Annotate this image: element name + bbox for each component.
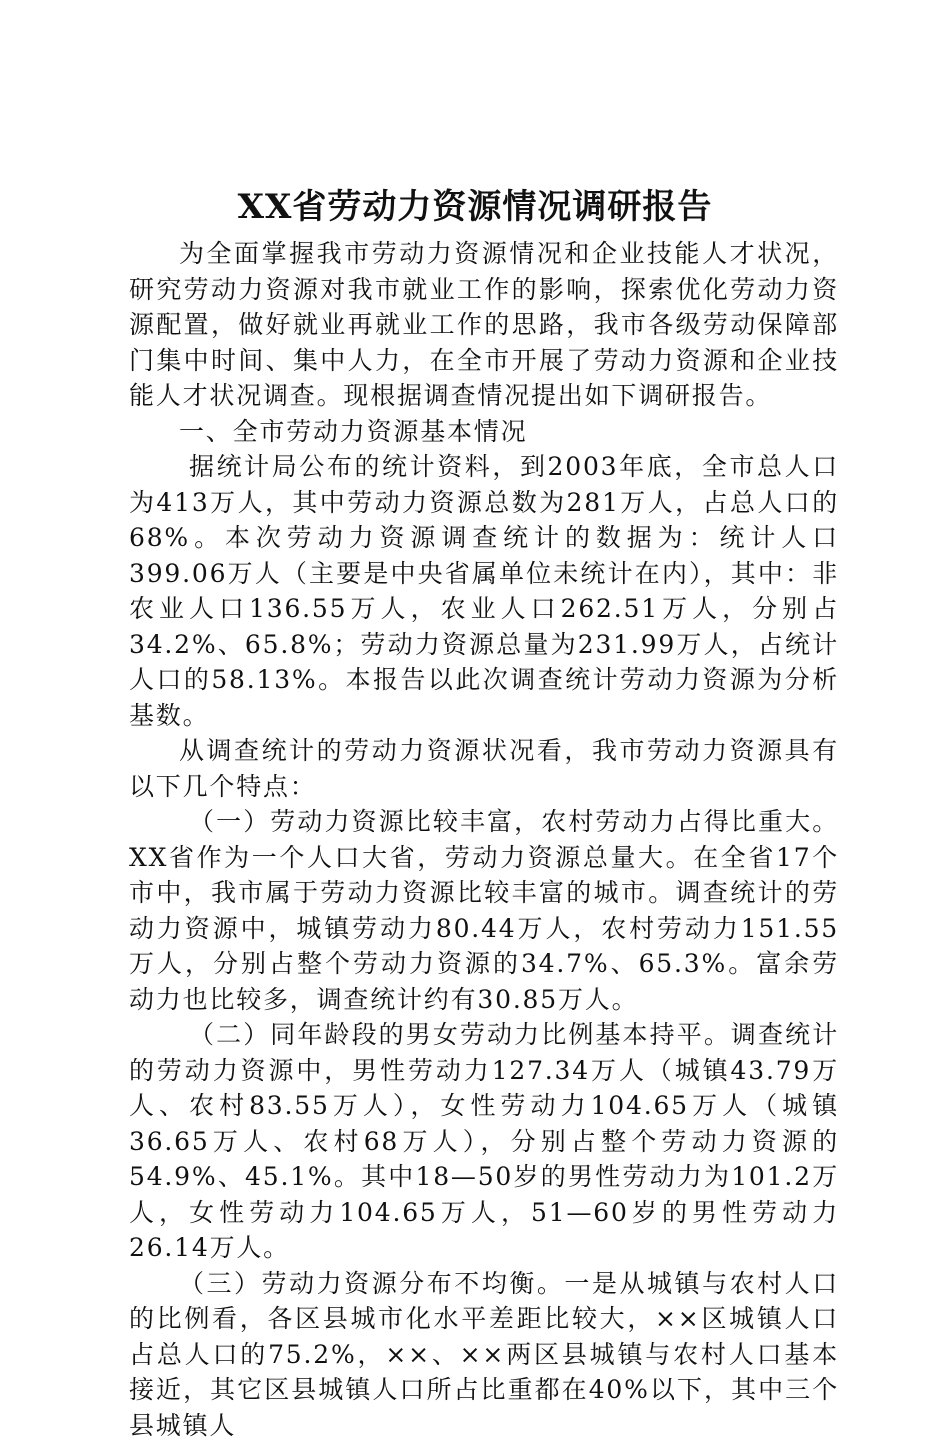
- feature-one-paragraph: （一）劳动力资源比较丰富，农村劳动力占得比重大。XX省作为一个人口大省，劳动力资源总量大。在全省17个市中，我市属于劳动力资源比较丰富的城市。调查统计的劳动力资源中，城镇劳动力80.44万人，农村劳动力151.55万人，分别占整个劳动力资源的34.7%、65.3%。富余劳动力也比较多，调查统计约有30.85万人。: [129, 804, 839, 1017]
- feature-three-paragraph: （三）劳动力资源分布不均衡。一是从城镇与农村人口的比例看，各区县城市化水平差距比较大，××区城镇人口占总人口的75.2%，××、××两区县城镇与农村人口基本接近，其它区县城镇人口所占比重都在40%以下，其中三个县城镇人: [129, 1266, 839, 1443]
- document-body: [129, 236, 839, 1443]
- features-intro-paragraph: 从调查统计的劳动力资源状况看，我市劳动力资源具有以下几个特点：: [129, 733, 839, 804]
- section-heading: 一、全市劳动力资源基本情况: [129, 414, 839, 450]
- feature-two-paragraph: （二）同年龄段的男女劳动力比例基本持平。调查统计的劳动力资源中，男性劳动力127.34万人（城镇43.79万人、农村83.55万人），女性劳动力104.65万人（城镇36.65万人、农村68万人），分别占整个劳动力资源的54.9%、45.1%。其中18—50岁的男性劳动力为101.2万人，女性劳动力104.65万人，51—60岁的男性劳动力26.14万人。: [129, 1017, 839, 1266]
- document-title: XX省劳动力资源情况调研报告: [0, 183, 950, 231]
- statistics-paragraph: 据统计局公布的统计资料，到2003年底，全市总人口为413万人，其中劳动力资源总数为281万人，占总人口的68%。本次劳动力资源调查统计的数据为：统计人口399.06万人（主要是中央省属单位未统计在内），其中：非农业人口136.55万人，农业人口262.51万人，分别占34.2%、65.8%；劳动力资源总量为231.99万人，占统计人口的58.13%。本报告以此次调查统计劳动力资源为分析基数。: [129, 449, 839, 733]
- intro-paragraph: 为全面掌握我市劳动力资源情况和企业技能人才状况，研究劳动力资源对我市就业工作的影响，探索优化劳动力资源配置，做好就业再就业工作的思路，我市各级劳动保障部门集中时间、集中人力，在全市开展了劳动力资源和企业技能人才状况调查。现根据调查情况提出如下调研报告。: [129, 236, 839, 414]
